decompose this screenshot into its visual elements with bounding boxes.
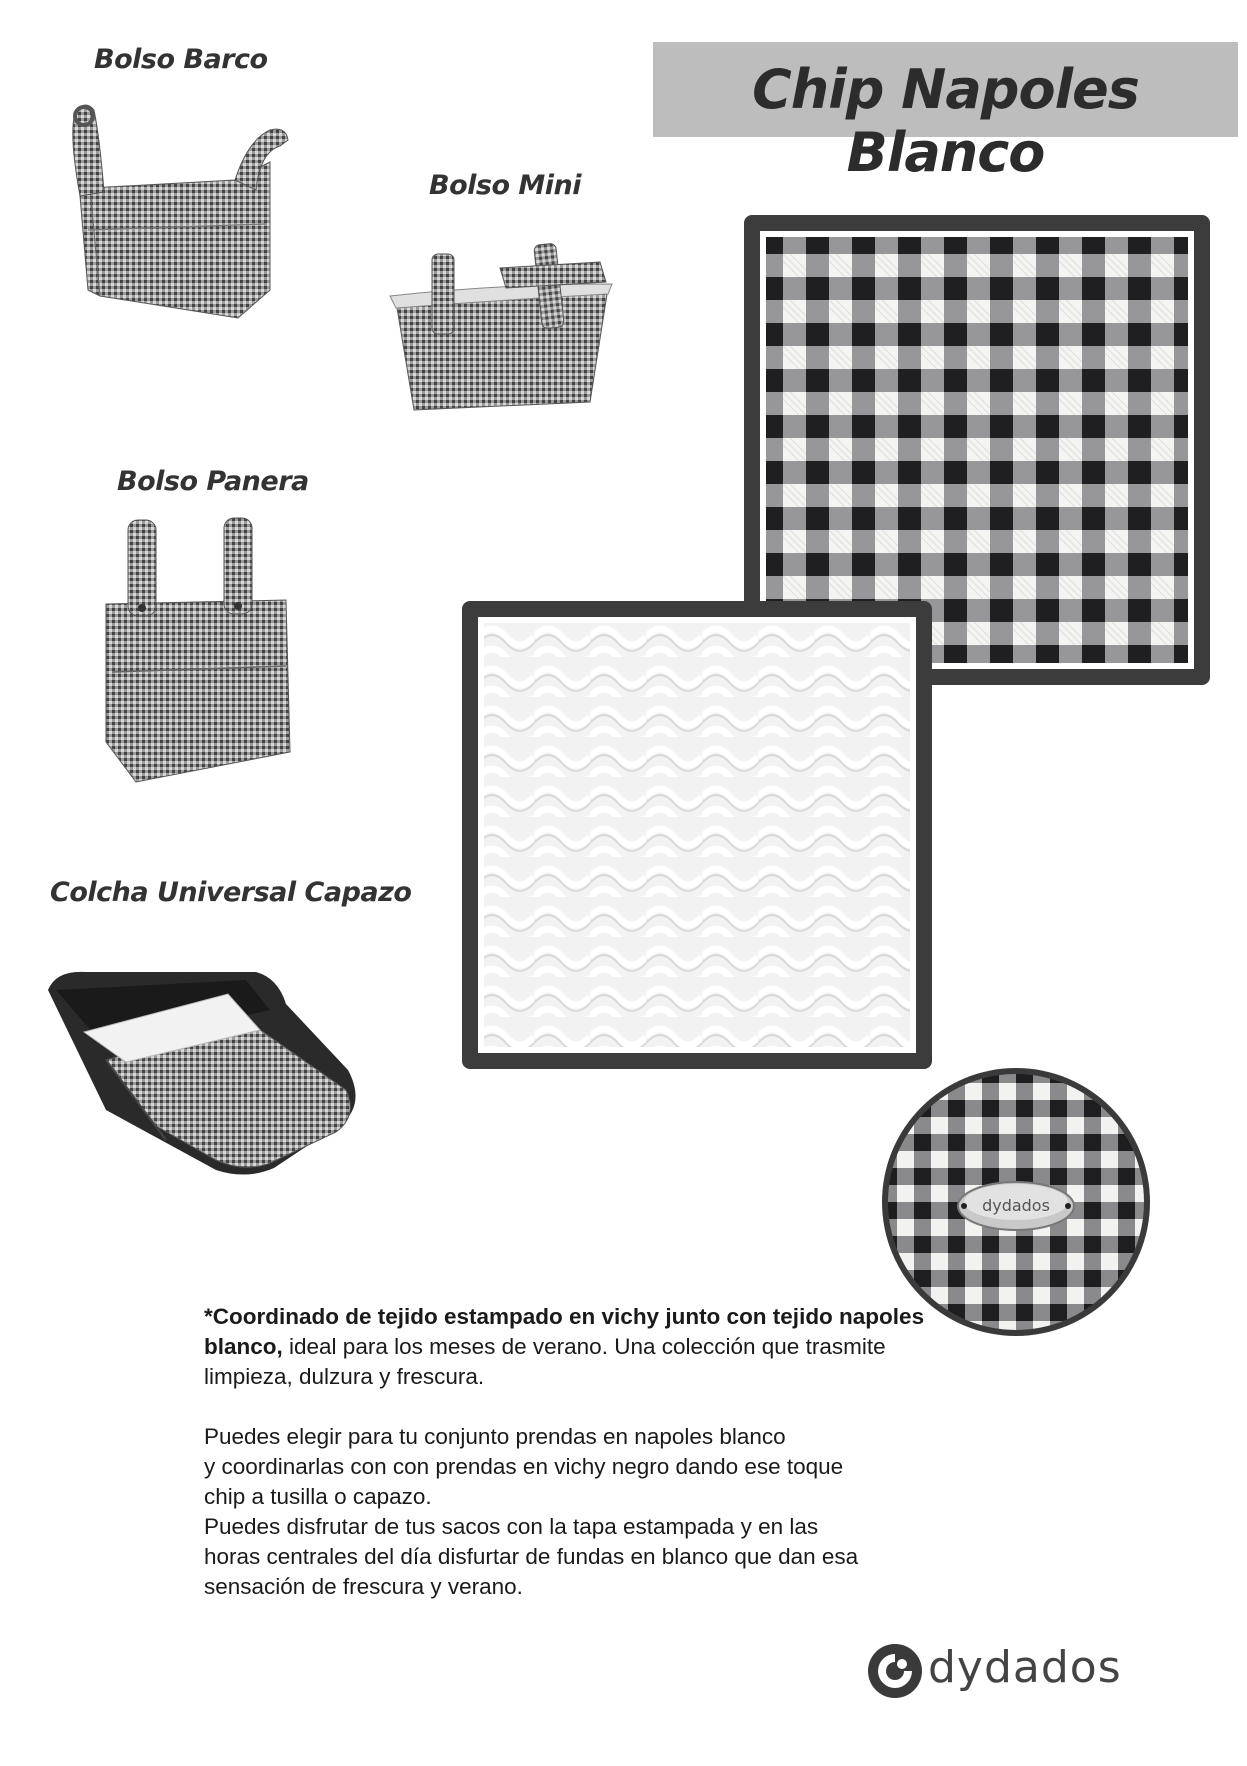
product-label-bolso-panera: Bolso Panera [117, 466, 309, 497]
description-text [204, 1302, 964, 1602]
page-title: Chip Napoles Blanco [752, 58, 1139, 184]
bolso-barco-image [60, 100, 290, 330]
description-line: sensación de frescura y verano. [204, 1574, 523, 1599]
brand-name: dydados [928, 1642, 1122, 1693]
bolso-panera-image [100, 512, 300, 792]
product-label-bolso-mini: Bolso Mini [429, 170, 582, 201]
title-banner [653, 42, 1238, 184]
description-line: chip a tusilla o capazo. [204, 1484, 432, 1509]
description-line: horas centrales del día disfurtar de fundas en blanco que dan esa [204, 1544, 859, 1569]
brand-logo [866, 1638, 1136, 1702]
description-line: y coordinarlas con con prendas en vichy negro dando ese toque [204, 1454, 844, 1479]
badge-brand-text: dydados [982, 1196, 1050, 1215]
logo-detail-circle [880, 1066, 1152, 1338]
description-line: Puedes elegir para tu conjunto prendas en napoles blanco [204, 1424, 786, 1449]
product-label-bolso-barco: Bolso Barco [94, 44, 268, 75]
description-line: Puedes disfrutar de tus sacos con la tapa estampada y en las [204, 1514, 819, 1539]
description-bold: *Coordinado de tejido estampado en vichy junto con tejido napoles blanco, [204, 1304, 925, 1359]
product-label-colcha-capazo: Colcha Universal Capazo [50, 877, 412, 908]
brand-logo-icon [866, 1642, 924, 1700]
colcha-capazo-image [46, 950, 362, 1180]
bolso-mini-image [380, 238, 620, 418]
description-rest: ideal para los meses de verano. Una colección que trasmite limpieza, dulzura y frescura. [204, 1334, 886, 1389]
swatch-napoles-blanco [478, 617, 916, 1053]
swatch-napoles-frame [462, 601, 932, 1069]
